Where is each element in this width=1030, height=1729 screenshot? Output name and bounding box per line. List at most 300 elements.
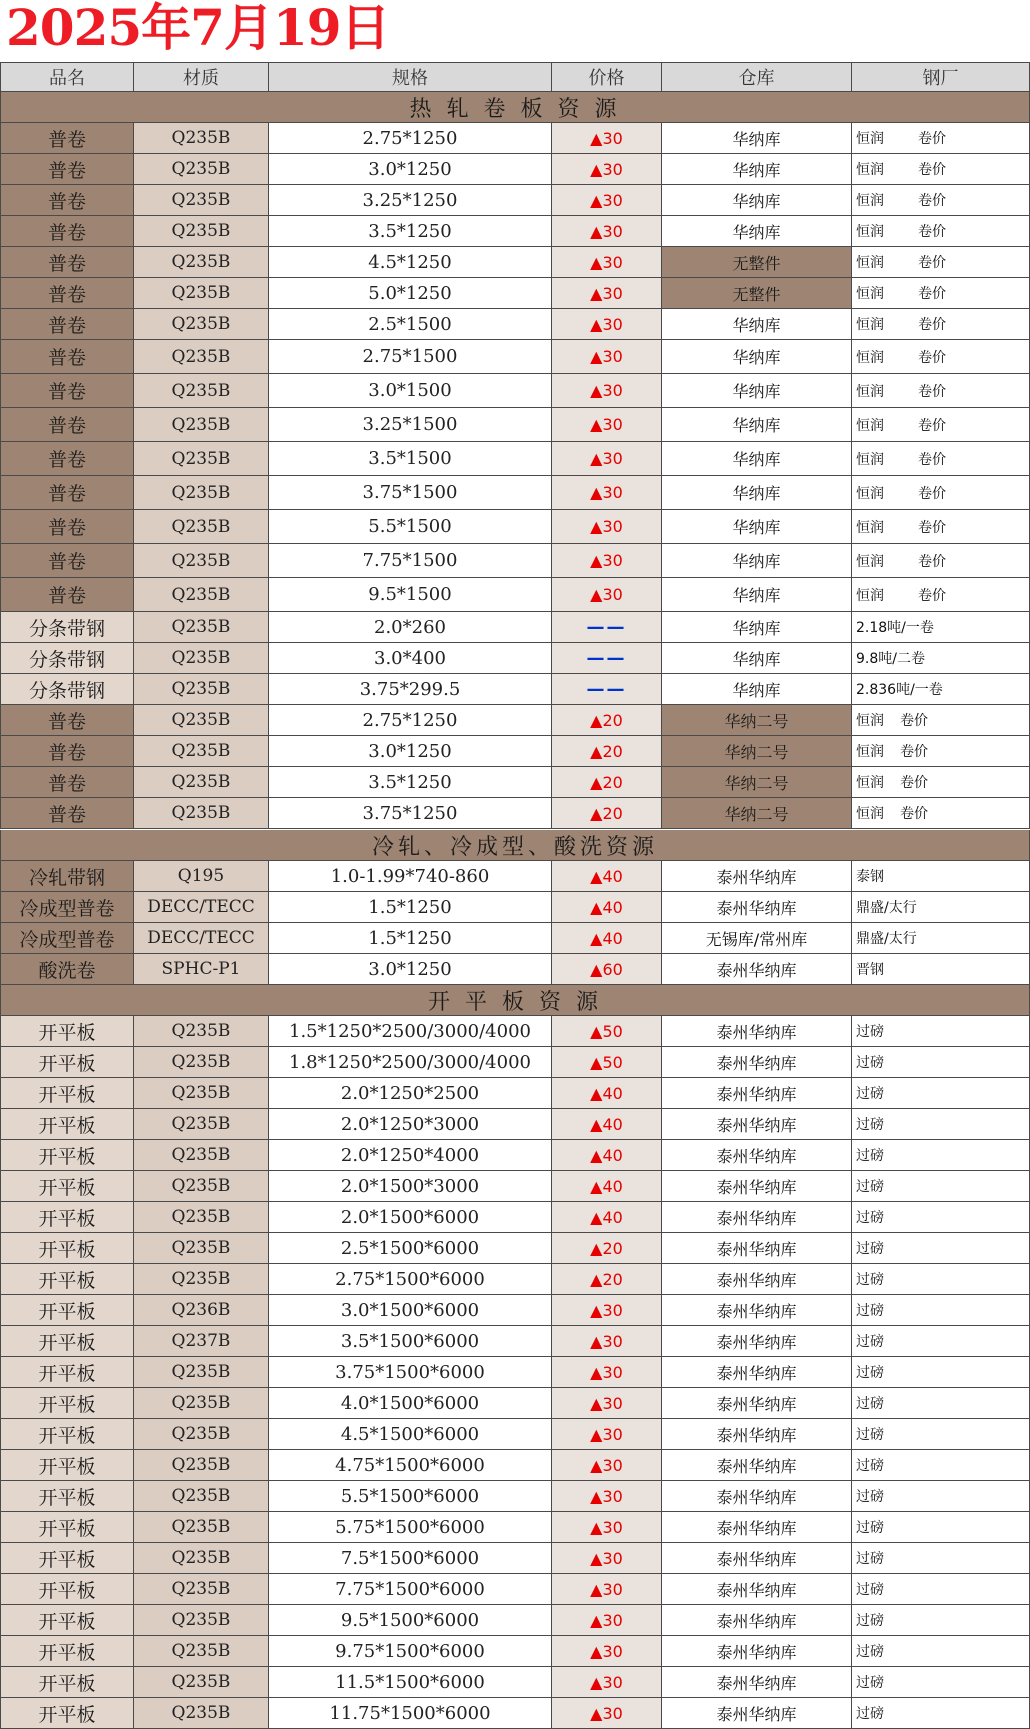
cell-name: 分条带钢 xyxy=(0,612,134,643)
cell-spec: 3.0*400 xyxy=(269,643,552,674)
cell-name: 普卷 xyxy=(0,736,134,767)
cell-mill xyxy=(852,1481,1030,1512)
cell-spec: 2.0*1250*4000 xyxy=(269,1140,552,1171)
price-up: ▲30 xyxy=(552,544,662,578)
mill-note: 卷价 xyxy=(918,255,946,271)
price-up: ▲40 xyxy=(552,1202,662,1233)
table-row xyxy=(0,374,1030,408)
table-row xyxy=(0,861,1030,892)
cell-spec: 2.5*1500 xyxy=(269,309,552,340)
price-dash: —— xyxy=(552,674,662,705)
cell-spec: 4.5*1250 xyxy=(269,247,552,278)
cell-warehouse: 华纳库 xyxy=(662,510,852,544)
cell-mill xyxy=(852,892,1030,923)
header-material: 材质 xyxy=(134,62,269,92)
cell-name: 普卷 xyxy=(0,544,134,578)
cell-mill xyxy=(852,1667,1030,1698)
table-row xyxy=(0,1295,1030,1326)
table-row xyxy=(0,1543,1030,1574)
mill-name: 恒润 xyxy=(856,193,884,209)
cell-material: Q237B xyxy=(134,1326,269,1357)
cell-name: 开平板 xyxy=(0,1543,134,1574)
mill-note: 卷价 xyxy=(900,775,928,791)
cell-mill xyxy=(852,1202,1030,1233)
mill-name: 过磅 xyxy=(856,1489,884,1505)
mill-name: 过磅 xyxy=(856,1055,884,1071)
mill-note: 卷价 xyxy=(900,806,928,822)
cell-mill xyxy=(852,1171,1030,1202)
cell-warehouse: 华纳库 xyxy=(662,442,852,476)
table-row xyxy=(0,1140,1030,1171)
cell-warehouse: 华纳库 xyxy=(662,643,852,674)
table-row xyxy=(0,1047,1030,1078)
mill-note: 卷价 xyxy=(900,713,928,729)
cell-mill xyxy=(852,1140,1030,1171)
section-title: 冷轧、冷成型、酸洗资源 xyxy=(0,830,1030,861)
cell-warehouse: 泰州华纳库 xyxy=(662,1109,852,1140)
cell-material: Q235B xyxy=(134,798,269,829)
cell-name: 开平板 xyxy=(0,1047,134,1078)
section-header-row xyxy=(0,92,1030,123)
cell-mill xyxy=(852,1326,1030,1357)
header-price: 价格 xyxy=(552,62,662,92)
mill-name: 过磅 xyxy=(856,1551,884,1567)
mill-name: 恒润 xyxy=(856,519,884,536)
mill-name: 9.8吨/二卷 xyxy=(856,651,925,667)
cell-material: Q235B xyxy=(134,476,269,510)
cell-warehouse: 泰州华纳库 xyxy=(662,1140,852,1171)
cell-name: 普卷 xyxy=(0,767,134,798)
cell-mill xyxy=(852,578,1030,612)
cell-material: Q235B xyxy=(134,1140,269,1171)
cell-mill xyxy=(852,309,1030,340)
price-up: ▲30 xyxy=(552,154,662,185)
cell-spec: 3.5*1250 xyxy=(269,767,552,798)
cell-mill xyxy=(852,1450,1030,1481)
price-up: ▲40 xyxy=(552,892,662,923)
cell-spec: 2.0*1500*3000 xyxy=(269,1171,552,1202)
table-row xyxy=(0,1109,1030,1140)
price-up: ▲40 xyxy=(552,1109,662,1140)
price-up: ▲30 xyxy=(552,578,662,612)
cell-spec: 7.75*1500 xyxy=(269,544,552,578)
cell-warehouse: 泰州华纳库 xyxy=(662,1202,852,1233)
table-row xyxy=(0,1450,1030,1481)
mill-name: 泰钢 xyxy=(856,869,884,885)
price-up: ▲30 xyxy=(552,442,662,476)
mill-note: 卷价 xyxy=(918,417,946,434)
price-up: ▲20 xyxy=(552,736,662,767)
mill-name: 恒润 xyxy=(856,553,884,570)
cell-mill xyxy=(852,278,1030,309)
mill-note: 卷价 xyxy=(918,286,946,302)
price-up: ▲30 xyxy=(552,123,662,154)
cell-name: 开平板 xyxy=(0,1109,134,1140)
cell-warehouse: 华纳库 xyxy=(662,544,852,578)
table-row xyxy=(0,736,1030,767)
price-up: ▲30 xyxy=(552,408,662,442)
table-row xyxy=(0,1264,1030,1295)
mill-name: 过磅 xyxy=(856,1458,884,1474)
mill-name: 过磅 xyxy=(856,1582,884,1598)
cell-mill xyxy=(852,1574,1030,1605)
cell-warehouse: 泰州华纳库 xyxy=(662,1543,852,1574)
cell-material: SPHC-P1 xyxy=(134,954,269,985)
cell-spec: 3.75*1500 xyxy=(269,476,552,510)
cell-spec: 2.0*260 xyxy=(269,612,552,643)
cell-warehouse: 华纳库 xyxy=(662,123,852,154)
cell-warehouse: 华纳二号 xyxy=(662,705,852,736)
cell-warehouse: 华纳二号 xyxy=(662,798,852,829)
table-row xyxy=(0,1078,1030,1109)
cell-material: Q235B xyxy=(134,278,269,309)
table-row xyxy=(0,408,1030,442)
mill-note: 卷价 xyxy=(918,485,946,502)
cell-name: 开平板 xyxy=(0,1388,134,1419)
cell-warehouse: 泰州华纳库 xyxy=(662,1574,852,1605)
cell-mill xyxy=(852,1047,1030,1078)
cell-name: 冷成型普卷 xyxy=(0,923,134,954)
cell-material: Q235B xyxy=(134,674,269,705)
cell-warehouse: 泰州华纳库 xyxy=(662,1512,852,1543)
mill-name: 过磅 xyxy=(856,1613,884,1629)
table-row xyxy=(0,154,1030,185)
cell-material: Q235B xyxy=(134,408,269,442)
price-up: ▲30 xyxy=(552,1636,662,1667)
cell-warehouse: 泰州华纳库 xyxy=(662,1233,852,1264)
cell-spec: 3.0*1500*6000 xyxy=(269,1295,552,1326)
cell-warehouse: 华纳库 xyxy=(662,612,852,643)
table-row xyxy=(0,1481,1030,1512)
cell-material: Q235B xyxy=(134,544,269,578)
cell-name: 酸洗卷 xyxy=(0,954,134,985)
price-up: ▲40 xyxy=(552,1078,662,1109)
price-up: ▲40 xyxy=(552,1140,662,1171)
cell-warehouse: 泰州华纳库 xyxy=(662,1047,852,1078)
cell-name: 普卷 xyxy=(0,578,134,612)
cell-warehouse: 无整件 xyxy=(662,278,852,309)
cell-material: DECC/TECC xyxy=(134,892,269,923)
cell-spec: 5.5*1500 xyxy=(269,510,552,544)
cell-spec: 3.5*1250 xyxy=(269,216,552,247)
price-up: ▲40 xyxy=(552,1171,662,1202)
mill-note: 卷价 xyxy=(918,224,946,240)
table-row xyxy=(0,216,1030,247)
mill-name: 过磅 xyxy=(856,1706,884,1722)
cell-material: DECC/TECC xyxy=(134,923,269,954)
cell-warehouse: 华纳库 xyxy=(662,340,852,374)
table-row xyxy=(0,247,1030,278)
cell-spec: 1.8*1250*2500/3000/4000 xyxy=(269,1047,552,1078)
cell-mill xyxy=(852,1233,1030,1264)
cell-spec: 5.75*1500*6000 xyxy=(269,1512,552,1543)
cell-spec: 2.75*1250 xyxy=(269,705,552,736)
price-up: ▲40 xyxy=(552,861,662,892)
table-row xyxy=(0,1512,1030,1543)
table-row xyxy=(0,1357,1030,1388)
table-row xyxy=(0,1016,1030,1047)
cell-material: Q235B xyxy=(134,705,269,736)
mill-name: 过磅 xyxy=(856,1086,884,1102)
section-header-row xyxy=(0,830,1030,861)
table-row xyxy=(0,1326,1030,1357)
price-up: ▲30 xyxy=(552,510,662,544)
price-up: ▲20 xyxy=(552,705,662,736)
table-row xyxy=(0,309,1030,340)
price-up: ▲30 xyxy=(552,216,662,247)
mill-name: 恒润 xyxy=(856,713,884,729)
price-up: ▲30 xyxy=(552,1357,662,1388)
cell-name: 普卷 xyxy=(0,374,134,408)
cell-material: Q235B xyxy=(134,1667,269,1698)
cell-name: 开平板 xyxy=(0,1574,134,1605)
cell-warehouse: 华纳库 xyxy=(662,408,852,442)
mill-name: 恒润 xyxy=(856,131,884,147)
mill-note: 卷价 xyxy=(918,193,946,209)
table-row xyxy=(0,892,1030,923)
cell-mill xyxy=(852,736,1030,767)
cell-material: Q235B xyxy=(134,767,269,798)
section-title: 开 平 板 资 源 xyxy=(0,985,1030,1016)
mill-name: 过磅 xyxy=(856,1148,884,1164)
mill-note: 卷价 xyxy=(918,317,946,333)
header-mill: 钢厂 xyxy=(852,62,1030,92)
price-up: ▲30 xyxy=(552,1698,662,1729)
cell-material: Q235B xyxy=(134,374,269,408)
cell-name: 普卷 xyxy=(0,798,134,829)
cell-material: Q235B xyxy=(134,1357,269,1388)
mill-note: 卷价 xyxy=(918,587,946,604)
cell-mill xyxy=(852,643,1030,674)
cell-material: Q235B xyxy=(134,216,269,247)
table-row xyxy=(0,510,1030,544)
cell-name: 开平板 xyxy=(0,1078,134,1109)
table-row xyxy=(0,643,1030,674)
price-up: ▲30 xyxy=(552,1295,662,1326)
table-row xyxy=(0,123,1030,154)
price-up: ▲60 xyxy=(552,954,662,985)
price-up: ▲30 xyxy=(552,1543,662,1574)
mill-name: 恒润 xyxy=(856,224,884,240)
cell-material: Q235B xyxy=(134,1636,269,1667)
price-up: ▲30 xyxy=(552,1388,662,1419)
price-up: ▲30 xyxy=(552,374,662,408)
cell-name: 开平板 xyxy=(0,1636,134,1667)
cell-material: Q235B xyxy=(134,1512,269,1543)
header-name: 品名 xyxy=(0,62,134,92)
cell-material: Q235B xyxy=(134,1605,269,1636)
cell-spec: 2.5*1500*6000 xyxy=(269,1233,552,1264)
mill-note: 卷价 xyxy=(918,349,946,366)
cell-mill xyxy=(852,1357,1030,1388)
cell-spec: 3.0*1500 xyxy=(269,374,552,408)
cell-warehouse: 泰州华纳库 xyxy=(662,1171,852,1202)
cell-mill xyxy=(852,705,1030,736)
table-row xyxy=(0,798,1030,829)
price-up: ▲30 xyxy=(552,1512,662,1543)
price-up: ▲30 xyxy=(552,1605,662,1636)
cell-mill xyxy=(852,154,1030,185)
cell-spec: 1.5*1250 xyxy=(269,892,552,923)
price-up: ▲20 xyxy=(552,798,662,829)
cell-mill xyxy=(852,510,1030,544)
cell-warehouse: 华纳库 xyxy=(662,309,852,340)
cell-material: Q235B xyxy=(134,309,269,340)
cell-name: 普卷 xyxy=(0,185,134,216)
cell-material: Q235B xyxy=(134,643,269,674)
cell-material: Q235B xyxy=(134,1047,269,1078)
cell-name: 开平板 xyxy=(0,1450,134,1481)
cell-spec: 2.75*1500 xyxy=(269,340,552,374)
cell-name: 冷成型普卷 xyxy=(0,892,134,923)
cell-name: 开平板 xyxy=(0,1202,134,1233)
cell-warehouse: 华纳库 xyxy=(662,578,852,612)
cell-name: 普卷 xyxy=(0,278,134,309)
table-row xyxy=(0,612,1030,643)
mill-note: 卷价 xyxy=(918,383,946,400)
cell-mill xyxy=(852,476,1030,510)
price-up: ▲30 xyxy=(552,309,662,340)
mill-name: 晋钢 xyxy=(856,962,884,978)
cell-mill xyxy=(852,1078,1030,1109)
cell-spec: 1.5*1250*2500/3000/4000 xyxy=(269,1016,552,1047)
mill-name: 过磅 xyxy=(856,1644,884,1660)
cell-warehouse: 华纳库 xyxy=(662,374,852,408)
mill-note: 卷价 xyxy=(918,553,946,570)
cell-material: Q235B xyxy=(134,340,269,374)
cell-spec: 5.5*1500*6000 xyxy=(269,1481,552,1512)
cell-warehouse: 泰州华纳库 xyxy=(662,1450,852,1481)
cell-mill xyxy=(852,408,1030,442)
cell-warehouse: 泰州华纳库 xyxy=(662,1481,852,1512)
cell-mill xyxy=(852,442,1030,476)
cell-warehouse: 泰州华纳库 xyxy=(662,1016,852,1047)
cell-name: 普卷 xyxy=(0,476,134,510)
section-header-row xyxy=(0,985,1030,1016)
cell-warehouse: 泰州华纳库 xyxy=(662,1419,852,1450)
cell-name: 开平板 xyxy=(0,1481,134,1512)
table-row xyxy=(0,674,1030,705)
mill-name: 过磅 xyxy=(856,1179,884,1195)
price-up: ▲30 xyxy=(552,1667,662,1698)
cell-material: Q236B xyxy=(134,1295,269,1326)
cell-mill xyxy=(852,1419,1030,1450)
mill-name: 恒润 xyxy=(856,162,884,178)
mill-name: 恒润 xyxy=(856,806,884,822)
table-row xyxy=(0,442,1030,476)
cell-mill xyxy=(852,544,1030,578)
cell-material: Q235B xyxy=(134,510,269,544)
cell-mill xyxy=(852,247,1030,278)
cell-warehouse: 泰州华纳库 xyxy=(662,861,852,892)
cell-mill xyxy=(852,1388,1030,1419)
cell-material: Q235B xyxy=(134,1109,269,1140)
cell-name: 冷轧带钢 xyxy=(0,861,134,892)
cell-spec: 3.75*1500*6000 xyxy=(269,1357,552,1388)
cell-mill xyxy=(852,123,1030,154)
cell-material: Q235B xyxy=(134,1543,269,1574)
cell-spec: 2.0*1250*3000 xyxy=(269,1109,552,1140)
table-row xyxy=(0,1574,1030,1605)
cell-mill xyxy=(852,923,1030,954)
price-up: ▲30 xyxy=(552,340,662,374)
cell-warehouse: 泰州华纳库 xyxy=(662,1388,852,1419)
cell-warehouse: 华纳库 xyxy=(662,476,852,510)
mill-name: 恒润 xyxy=(856,417,884,434)
cell-spec: 4.0*1500*6000 xyxy=(269,1388,552,1419)
cell-warehouse: 华纳库 xyxy=(662,154,852,185)
table-row xyxy=(0,1171,1030,1202)
cell-material: Q235B xyxy=(134,1450,269,1481)
cell-spec: 3.0*1250 xyxy=(269,736,552,767)
price-up: ▲30 xyxy=(552,1450,662,1481)
mill-name: 过磅 xyxy=(856,1210,884,1226)
price-up: ▲30 xyxy=(552,476,662,510)
price-up: ▲30 xyxy=(552,278,662,309)
mill-name: 恒润 xyxy=(856,286,884,302)
cell-name: 开平板 xyxy=(0,1140,134,1171)
cell-mill xyxy=(852,1295,1030,1326)
cell-mill xyxy=(852,185,1030,216)
table-row xyxy=(0,1698,1030,1729)
cell-warehouse: 泰州华纳库 xyxy=(662,1698,852,1729)
cell-mill xyxy=(852,216,1030,247)
mill-name: 过磅 xyxy=(856,1675,884,1691)
cell-warehouse: 泰州华纳库 xyxy=(662,1078,852,1109)
price-up: ▲40 xyxy=(552,923,662,954)
cell-spec: 3.75*299.5 xyxy=(269,674,552,705)
cell-name: 开平板 xyxy=(0,1233,134,1264)
cell-material: Q235B xyxy=(134,736,269,767)
cell-warehouse: 华纳库 xyxy=(662,216,852,247)
table-row xyxy=(0,544,1030,578)
cell-name: 开平板 xyxy=(0,1698,134,1729)
cell-mill xyxy=(852,1016,1030,1047)
mill-note: 卷价 xyxy=(918,451,946,468)
cell-spec: 2.0*1500*6000 xyxy=(269,1202,552,1233)
cell-name: 开平板 xyxy=(0,1326,134,1357)
cell-name: 开平板 xyxy=(0,1419,134,1450)
mill-name: 过磅 xyxy=(856,1024,884,1040)
table-row xyxy=(0,1667,1030,1698)
cell-name: 分条带钢 xyxy=(0,643,134,674)
mill-name: 过磅 xyxy=(856,1520,884,1536)
cell-warehouse: 泰州华纳库 xyxy=(662,1636,852,1667)
price-up: ▲30 xyxy=(552,247,662,278)
cell-name: 开平板 xyxy=(0,1667,134,1698)
cell-spec: 3.5*1500*6000 xyxy=(269,1326,552,1357)
cell-mill xyxy=(852,1109,1030,1140)
cell-warehouse: 华纳二号 xyxy=(662,736,852,767)
cell-mill xyxy=(852,1264,1030,1295)
price-up: ▲20 xyxy=(552,767,662,798)
cell-spec: 11.75*1500*6000 xyxy=(269,1698,552,1729)
cell-mill xyxy=(852,798,1030,829)
cell-warehouse: 华纳二号 xyxy=(662,767,852,798)
cell-warehouse: 泰州华纳库 xyxy=(662,1605,852,1636)
mill-name: 过磅 xyxy=(856,1334,884,1350)
mill-name: 过磅 xyxy=(856,1272,884,1288)
table-row xyxy=(0,923,1030,954)
cell-name: 分条带钢 xyxy=(0,674,134,705)
cell-warehouse: 泰州华纳库 xyxy=(662,954,852,985)
cell-warehouse: 无整件 xyxy=(662,247,852,278)
table-row xyxy=(0,185,1030,216)
cell-material: Q235B xyxy=(134,1419,269,1450)
cell-material: Q235B xyxy=(134,442,269,476)
cell-name: 普卷 xyxy=(0,340,134,374)
cell-material: Q195 xyxy=(134,861,269,892)
